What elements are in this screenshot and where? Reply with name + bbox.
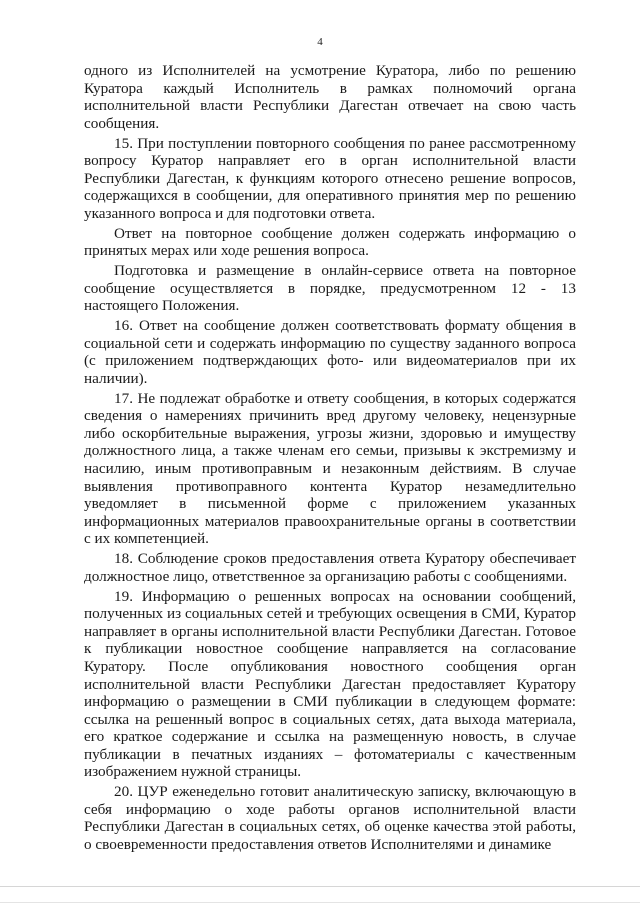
paragraph-15: 15. При поступлении повторного сообщения по ранее рассмотренному вопросу Куратор направляет его в орган исполнительной власти Республики Дагестан, к функциям которого отнесено решение вопросов, содержащихся в сообщении, для оперативного принятия мер по решению указанного вопроса и для подготовки ответа. [84,134,576,222]
paragraph-19: 19. Информацию о решенных вопросах на основании сообщений, полученных из социальных сетей и требующих освещения в СМИ, Куратор направляет в органы исполнительной власти Республики Дагестан. Готовое к публикации новостное сообщение направляется на согласование Куратору. После опубликования новостного сообщения орган исполнительной власти Республики Дагестан предоставляет Куратору информацию о размещении в СМИ публикации в следующем формате: ссылка на решенный вопрос в социальных сетях, дата выхода материала, его краткое содержание и ссылка на размещенную новость, в случае публикации в печатных изданиях – фотоматериалы с качественным изображением нужной страницы. [84,587,576,781]
paragraph-18: 18. Соблюдение сроков предоставления ответа Куратору обеспечивает должностное лицо, ответственное за организацию работы с сообщениями. [84,550,576,585]
paragraph-16: 16. Ответ на сообщение должен соответствовать формату общения в социальной сети и содержать информацию по существу заданного вопроса (с приложением подтверждающих фото- или видеоматериалов при их наличии). [84,317,576,387]
paragraph-15-publication: Подготовка и размещение в онлайн-сервисе ответа на повторное сообщение осуществляется в порядке, предусмотренном 12 - 13 настоящего Положения. [84,262,576,315]
scan-edge-line [0,886,640,887]
page-number: 4 [317,36,323,48]
paragraph-15-response-content: Ответ на повторное сообщение должен содержать информацию о принятых мерах или ходе решения вопроса. [84,224,576,260]
paragraph-continuation: одного из Исполнителей на усмотрение Куратора, либо по решению Куратора каждый Исполнитель в рамках полномочий органа исполнительной власти Республики Дагестан отвечает на свою часть сообщения. [84,62,576,132]
scan-edge-line [0,902,640,903]
document-body [84,62,576,854]
paragraph-17: 17. Не подлежат обработке и ответу сообщения, в которых содержатся сведения о намерениях причинить вред другому человеку, нецензурные либо оскорбительные выражения, угрозы жизни, здоровью и имуществу должностного лица, а также членам его семьи, призывы к экстремизму и насилию, иным противоправным и незаконным действиям. В случае выявления противоправного контента Куратор незамедлительно уведомляет в письменной форме с приложением указанных информационных материалов правоохранительные органы в соответствии с их компетенцией. [84,389,576,548]
paragraph-20: 20. ЦУР еженедельно готовит аналитическую записку, включающую в себя информацию о ходе работы органов исполнительной власти Республики Дагестан в социальных сетях, об оценке качества этой работы, о своевременности предоставления ответов Исполнителями и динамике [84,783,576,854]
